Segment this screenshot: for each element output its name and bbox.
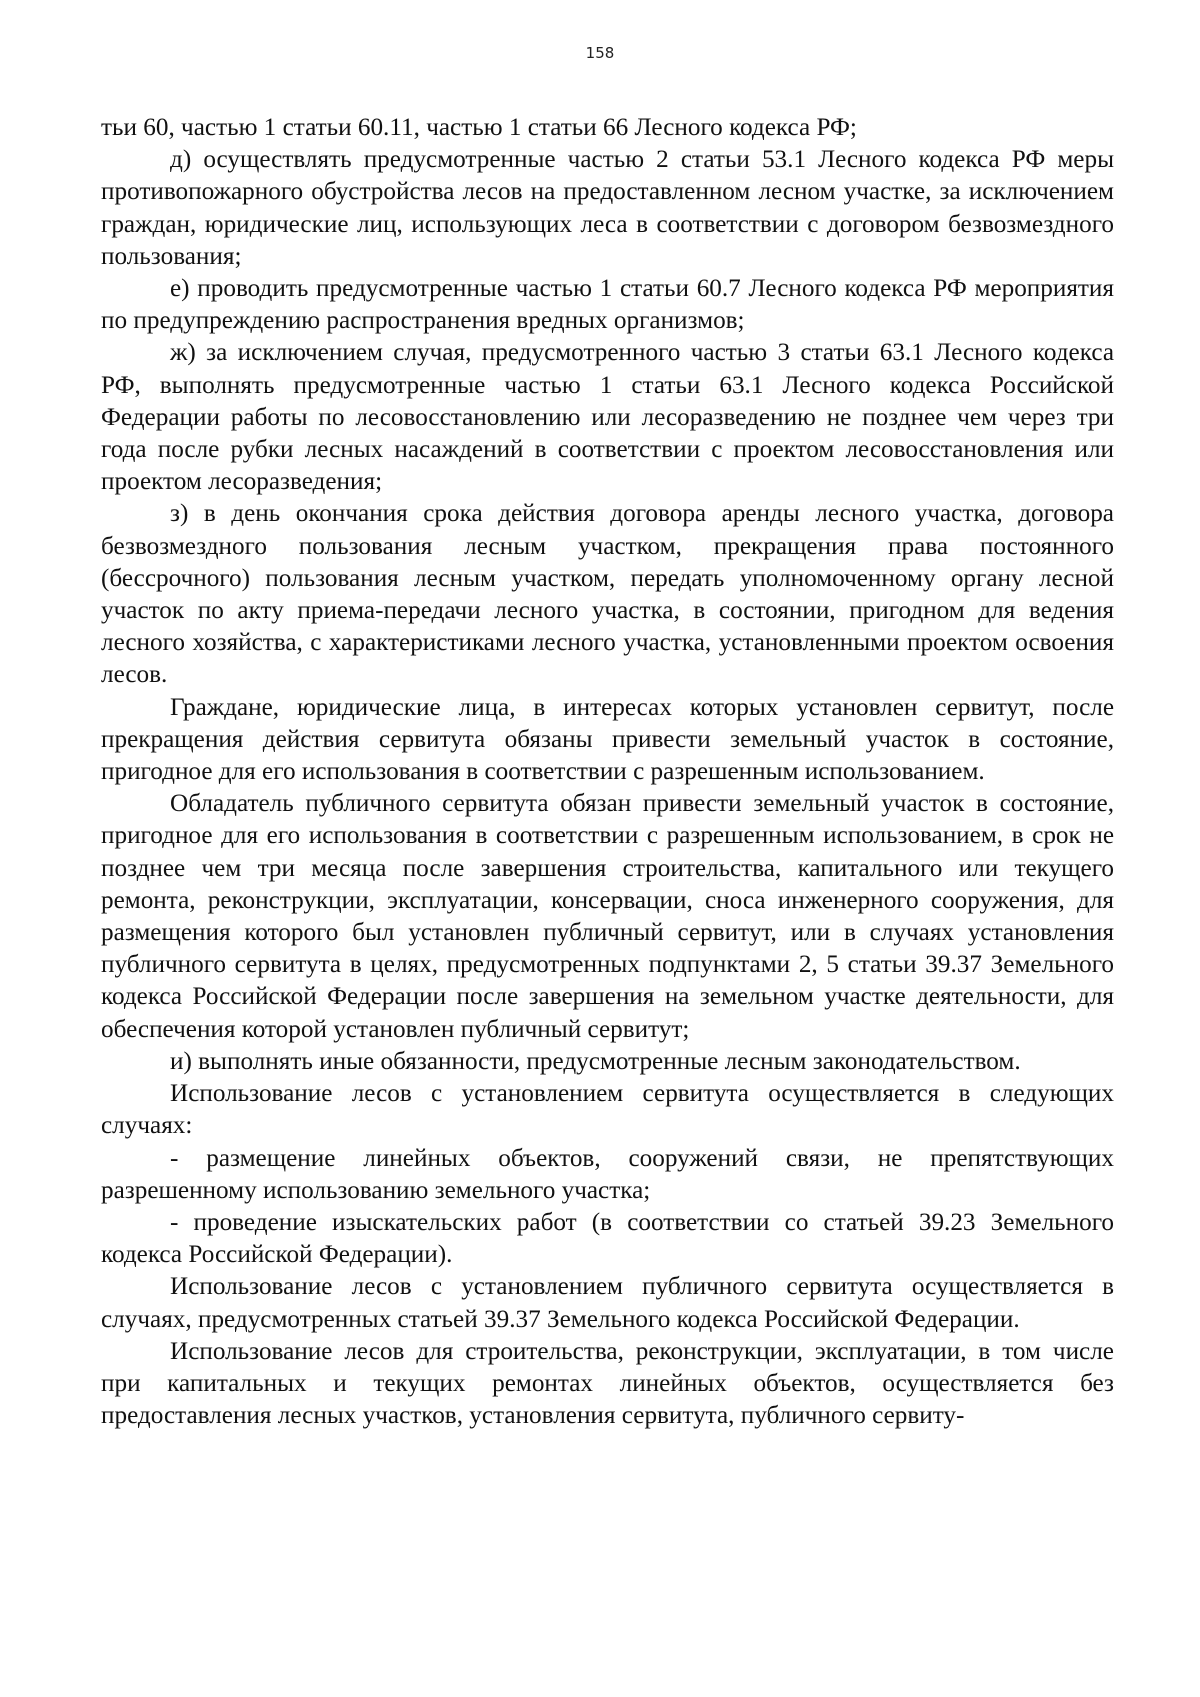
page-number: 158 [585,44,615,62]
paragraph-item-e: е) проводить предусмотренные частью 1 статьи 60.7 Лесного кодекса РФ мероприятия по предупреждению распространения вредных организмов; [101,275,1114,335]
paragraph: Граждане, юридические лица, в интересах которых установлен сервитут, после прекращения действия сервитута обязаны привести земельный участок в состояние, пригодное для его использования в соответствии с разрешенным использованием. [101,693,1114,786]
paragraph: Обладатель публичного сервитута обязан привести земельный участок в состояние, пригодное для его использования в соответствии с разрешенным использованием, в срок не позднее чем три месяца после завершения строительства, капитального или текущего ремонта, реконструкции, эксплуатации, консервации, сноса инженерного сооружения, для размещения которого был установлен публичный сервитут, или в случаях установления публичного сервитута в целях, предусмотренных подпунктами 2, 5 статьи 39.37 Земельного кодекса Российской Федерации после завершения на земельном участке деятельности, для обеспечения которой установлен публичный сервитут; [101,790,1114,1043]
paragraph-item-zh: ж) за исключением случая, предусмотренного частью 3 статьи 63.1 Лесного кодекса РФ, выполнять предусмотренные частью 1 статьи 63.1 Лесного кодекса Российской Федерации работы по лесовосстановлению или лесоразведению не позднее чем через три года после рубки лесных насаждений в соответствии с проектом лесовосстановления или проектом лесоразведения; [101,339,1114,496]
paragraph: тьи 60, частью 1 статьи 60.11, частью 1 статьи 66 Лесного кодекса РФ; [101,114,857,141]
list-item: - проведение изыскательских работ (в соответствии со статьей 39.23 Земельного кодекса Российской Федерации). [101,1208,1114,1269]
paragraph: Использование лесов с установлением сервитута осуществляется в следующих случаях: [101,1080,1114,1140]
paragraph-item-d: д) осуществлять предусмотренные частью 2 статьи 53.1 Лесного кодекса РФ меры противопожарного обустройства лесов на предоставленном лесном участке, за исключением граждан, юридические лиц, использующих леса в соответствии с договором безвозмездного пользования; [101,146,1114,270]
body-text [101,112,1114,1432]
paragraph-item-z: з) в день окончания срока действия договора аренды лесного участка, договора безвозмездного пользования лесным участком, прекращения права постоянного (бессрочного) пользования лесным участком, передать уполномоченному органу лесной участок по акту приема-передачи лесного участка, в состоянии, пригодном для ведения лесного хозяйства, с характеристиками лесного участка, установленными проектом освоения лесов. [101,500,1114,689]
paragraph: Использование лесов с установлением публичного сервитута осуществляется в случаях, предусмотренных статьей 39.37 Земельного кодекса Российской Федерации. [101,1273,1114,1333]
paragraph: Использование лесов для строительства, реконструкции, эксплуатации, в том числе при капитальных и текущих ремонтах линейных объектов, осуществляется без предоставления лесных участков, установления сервитута, публичного сервиту- [101,1337,1114,1430]
paragraph-item-i: и) выполнять иные обязанности, предусмотренные лесным законодательством. [170,1047,1021,1075]
list-item: - размещение линейных объектов, сооружений связи, не препятствующих разрешенному использованию земельного участка; [101,1144,1114,1204]
